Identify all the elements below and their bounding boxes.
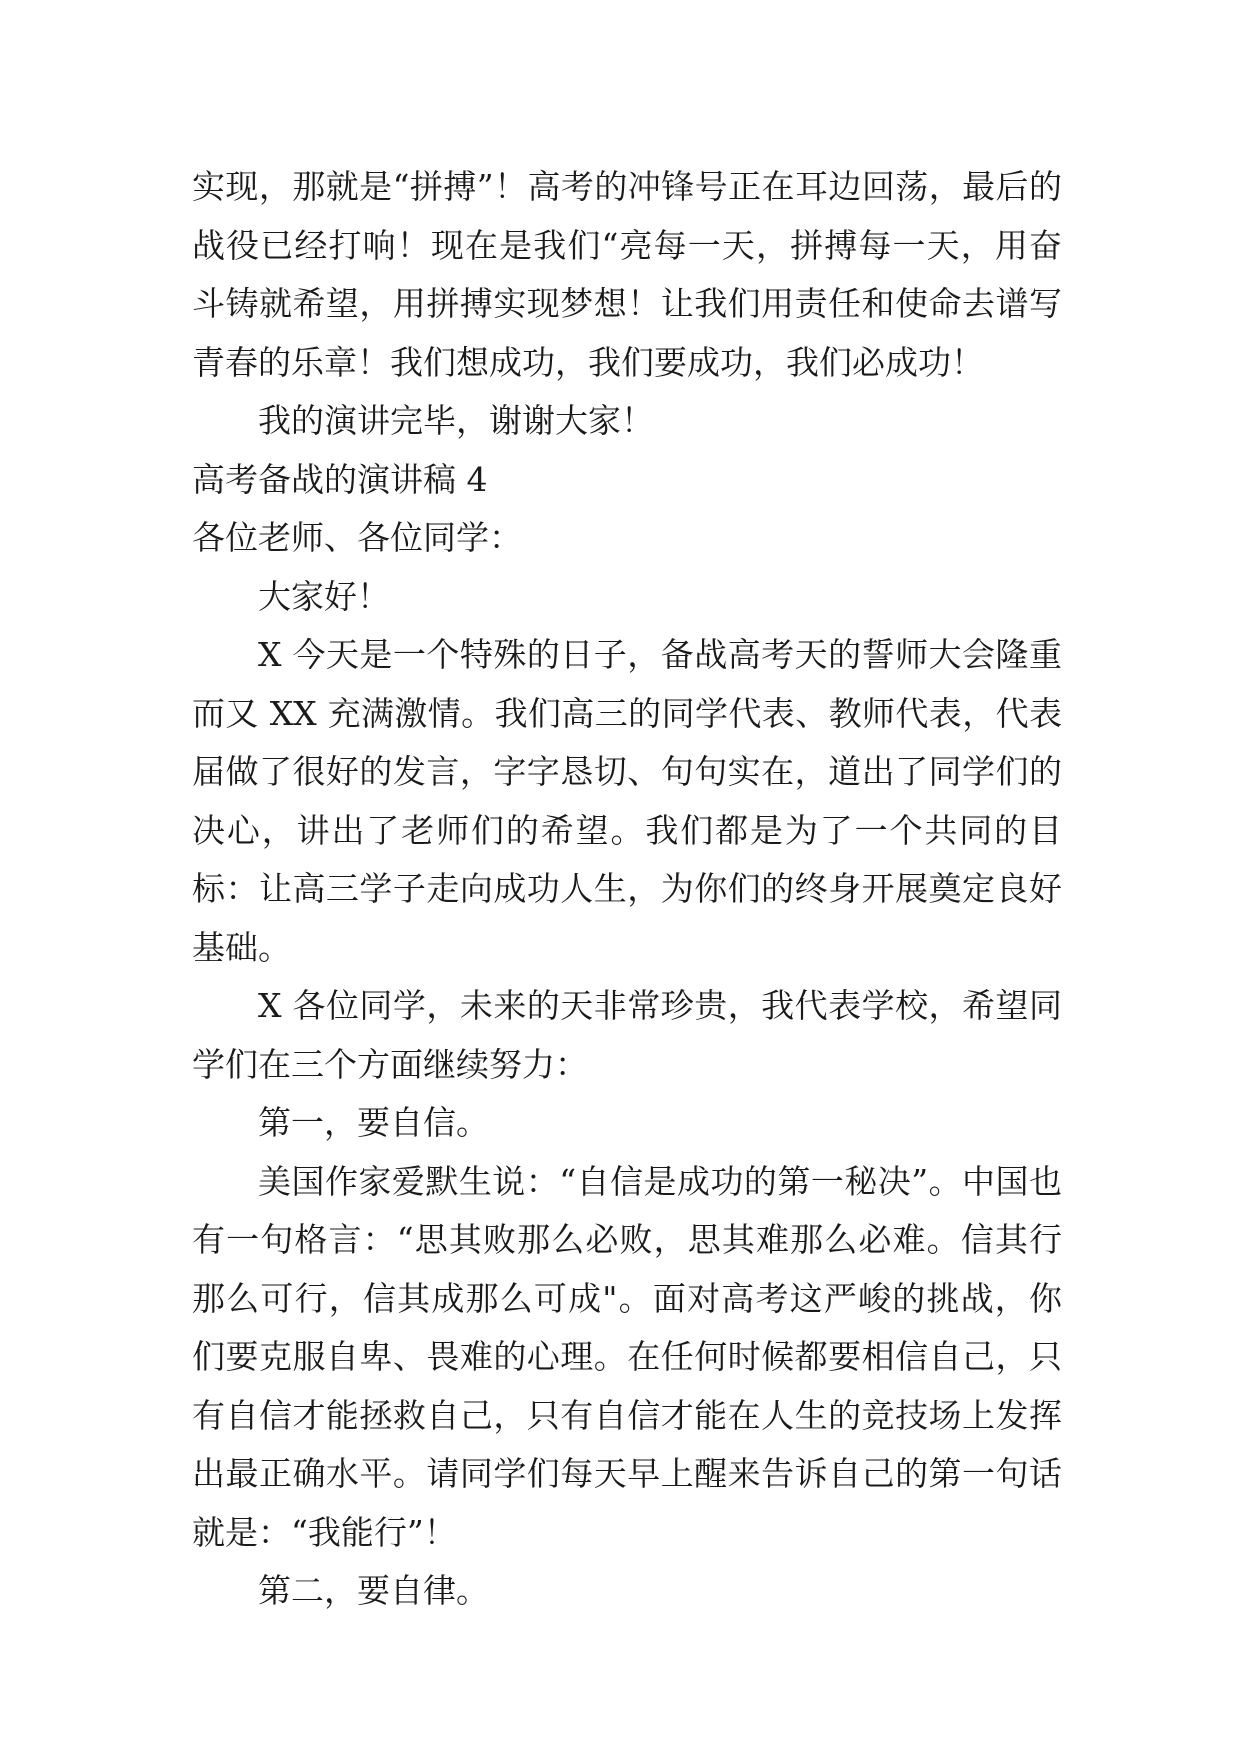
paragraph-salutation: 各位老师、各位同学： — [192, 518, 522, 557]
paragraph-confidence: 美国作家爱默生说：“自信是成功的第一秘决”。中国也有一句格言：“思其败那么必败，思其难那么必难。信其行那么可行，信其成那么可成"。面对高考这严峻的挑战，你们要克服自卑、畏难的心理。在任何时候都要相信自己，只有自信才能拯救自己，只有自信才能在人生的竞技场上发挥出最正确水平。请同学们每天早上醒来告诉自己的第一句话就是：“我能行”！ — [192, 1161, 1062, 1552]
paragraph-closing-speech: 实现，那就是“拼搏”！高考的冲锋号正在耳边回荡，最后的战役已经打响！现在是我们“亮每一天，拼搏每一天，用奋斗铸就希望，用拼搏实现梦想！让我们用责任和使命去谱写青春的乐章！我们想成功，我们要成功，我们必成功！ — [192, 167, 1062, 382]
section-heading: 高考备战的演讲稿 4 — [192, 459, 488, 499]
paragraph-today: X 今天是一个特殊的日子，备战高考天的誓师大会隆重而又 XX 充满激情。我们高三的同学代表、教师代表，代表届做了很好的发言，字字恳切、句句实在，道出了同学们的决心，讲出了老师们的希望。我们都是为了一个共同的目标：让高三学子走向成功人生，为你们的终身开展奠定良好基础。 — [192, 635, 1062, 967]
paragraph-first-point: 第一，要自信。 — [258, 1103, 489, 1142]
paragraph-thanks: 我的演讲完毕，谢谢大家！ — [258, 401, 654, 440]
paragraph-second-point: 第二，要自律。 — [258, 1571, 489, 1610]
document-body — [192, 158, 1062, 1621]
paragraph-hope: X 各位同学，未来的天非常珍贵，我代表学校，希望同学们在三个方面继续努力： — [192, 986, 1062, 1084]
paragraph-greeting: 大家好！ — [258, 576, 390, 616]
